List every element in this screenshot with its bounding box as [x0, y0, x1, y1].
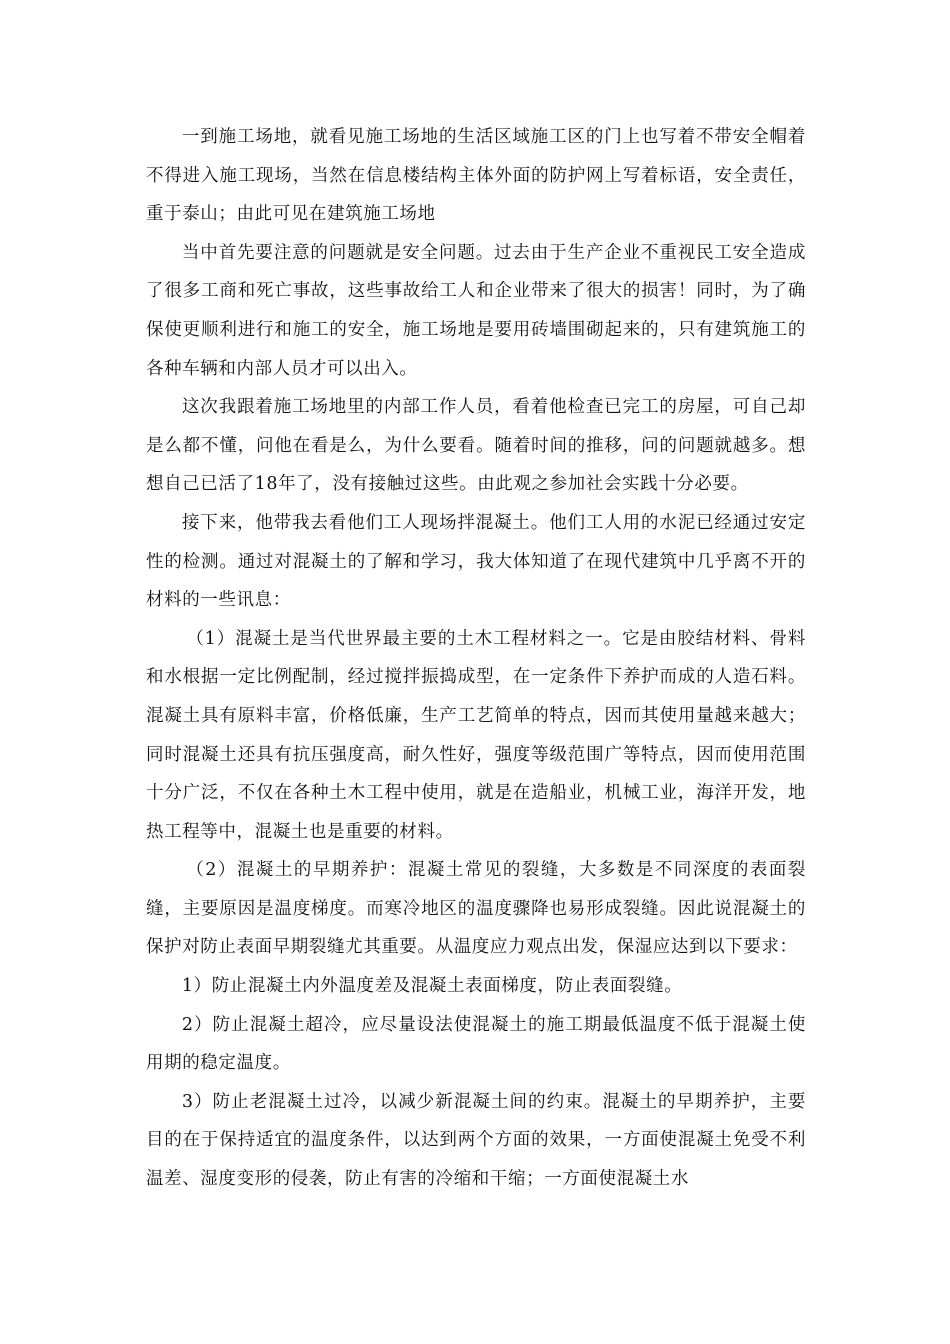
paragraph-requirement-2: 2）防止混凝土超冷，应尽量设法使混凝土的施工期最低温度不低于混凝土使用期的稳定温度。 [146, 1014, 806, 1074]
paragraph-requirement-1: 1）防止混凝土内外温度差及混凝土表面梯度，防止表面裂缝。 [181, 976, 683, 997]
paragraph-safety: 当中首先要注意的问题就是安全问题。过去由于生产企业不重视民工安全造成了很多工商和死亡事故，这些事故给工人和企业带来了很大的损害！同时，为了确保使更顺利进行和施工的安全，施工场地是要用砖墙围砌起来的，只有建筑施工的各种车辆和内部人员才可以出入。 [146, 242, 806, 379]
paragraph-concrete-item-2: （2）混凝土的早期养护：混凝土常见的裂缝，大多数是不同深度的表面裂缝，主要原因是温度梯度。而寒冷地区的温度骤降也易形成裂缝。因此说混凝土的保护对防止表面早期裂缝尤其重要。从温度应力观点出发，保湿应达到以下要求： [146, 860, 806, 958]
paragraph-inspection: 这次我跟着施工场地里的内部工作人员，看着他检查已完工的房屋，可自己却是么都不懂，问他在看是么，为什么要看。随着时间的推移，问的问题就越多。想想自己已活了18年了，没有接触过这些。由此观之参加社会实践十分必要。 [146, 397, 806, 495]
paragraph-intro: 一到施工场地，就看见施工场地的生活区域施工区的门上也写着不带安全帽着不得进入施工现场，当然在信息楼结构主体外面的防护网上写着标语，安全责任，重于泰山；由此可见在建筑施工场地 [146, 127, 806, 225]
document-body [146, 118, 806, 1199]
paragraph-concrete-mixing: 接下来，他带我去看他们工人现场拌混凝土。他们工人用的水泥已经通过安定性的检测。通过对混凝土的了解和学习，我大体知道了在现代建筑中几乎离不开的材料的一些讯息： [146, 512, 806, 611]
paragraph-requirement-3: 3）防止老混凝土过冷，以减少新混凝土间的约束。混凝土的早期养护，主要目的在于保持适宜的温度条件，以达到两个方面的效果，一方面使混凝土免受不利温差、湿度变形的侵袭，防止有害的冷缩和干缩；一方面使混凝土水 [146, 1091, 806, 1190]
paragraph-concrete-item-1: （1）混凝土是当代世界最主要的土木工程材料之一。它是由胶结材料、骨料和水根据一定比例配制，经过搅拌振捣成型，在一定条件下养护而成的人造石料。混凝土具有原料丰富，价格低廉，生产工艺简单的特点，因而其使用量越来越大；同时混凝土还具有抗压强度高，耐久性好，强度等级范围广等特点，因而使用范围十分广泛，不仅在各种土木工程中使用，就是在造船业，机械工业，海洋开发，地热工程等中，混凝土也是重要的材料。 [146, 628, 806, 842]
